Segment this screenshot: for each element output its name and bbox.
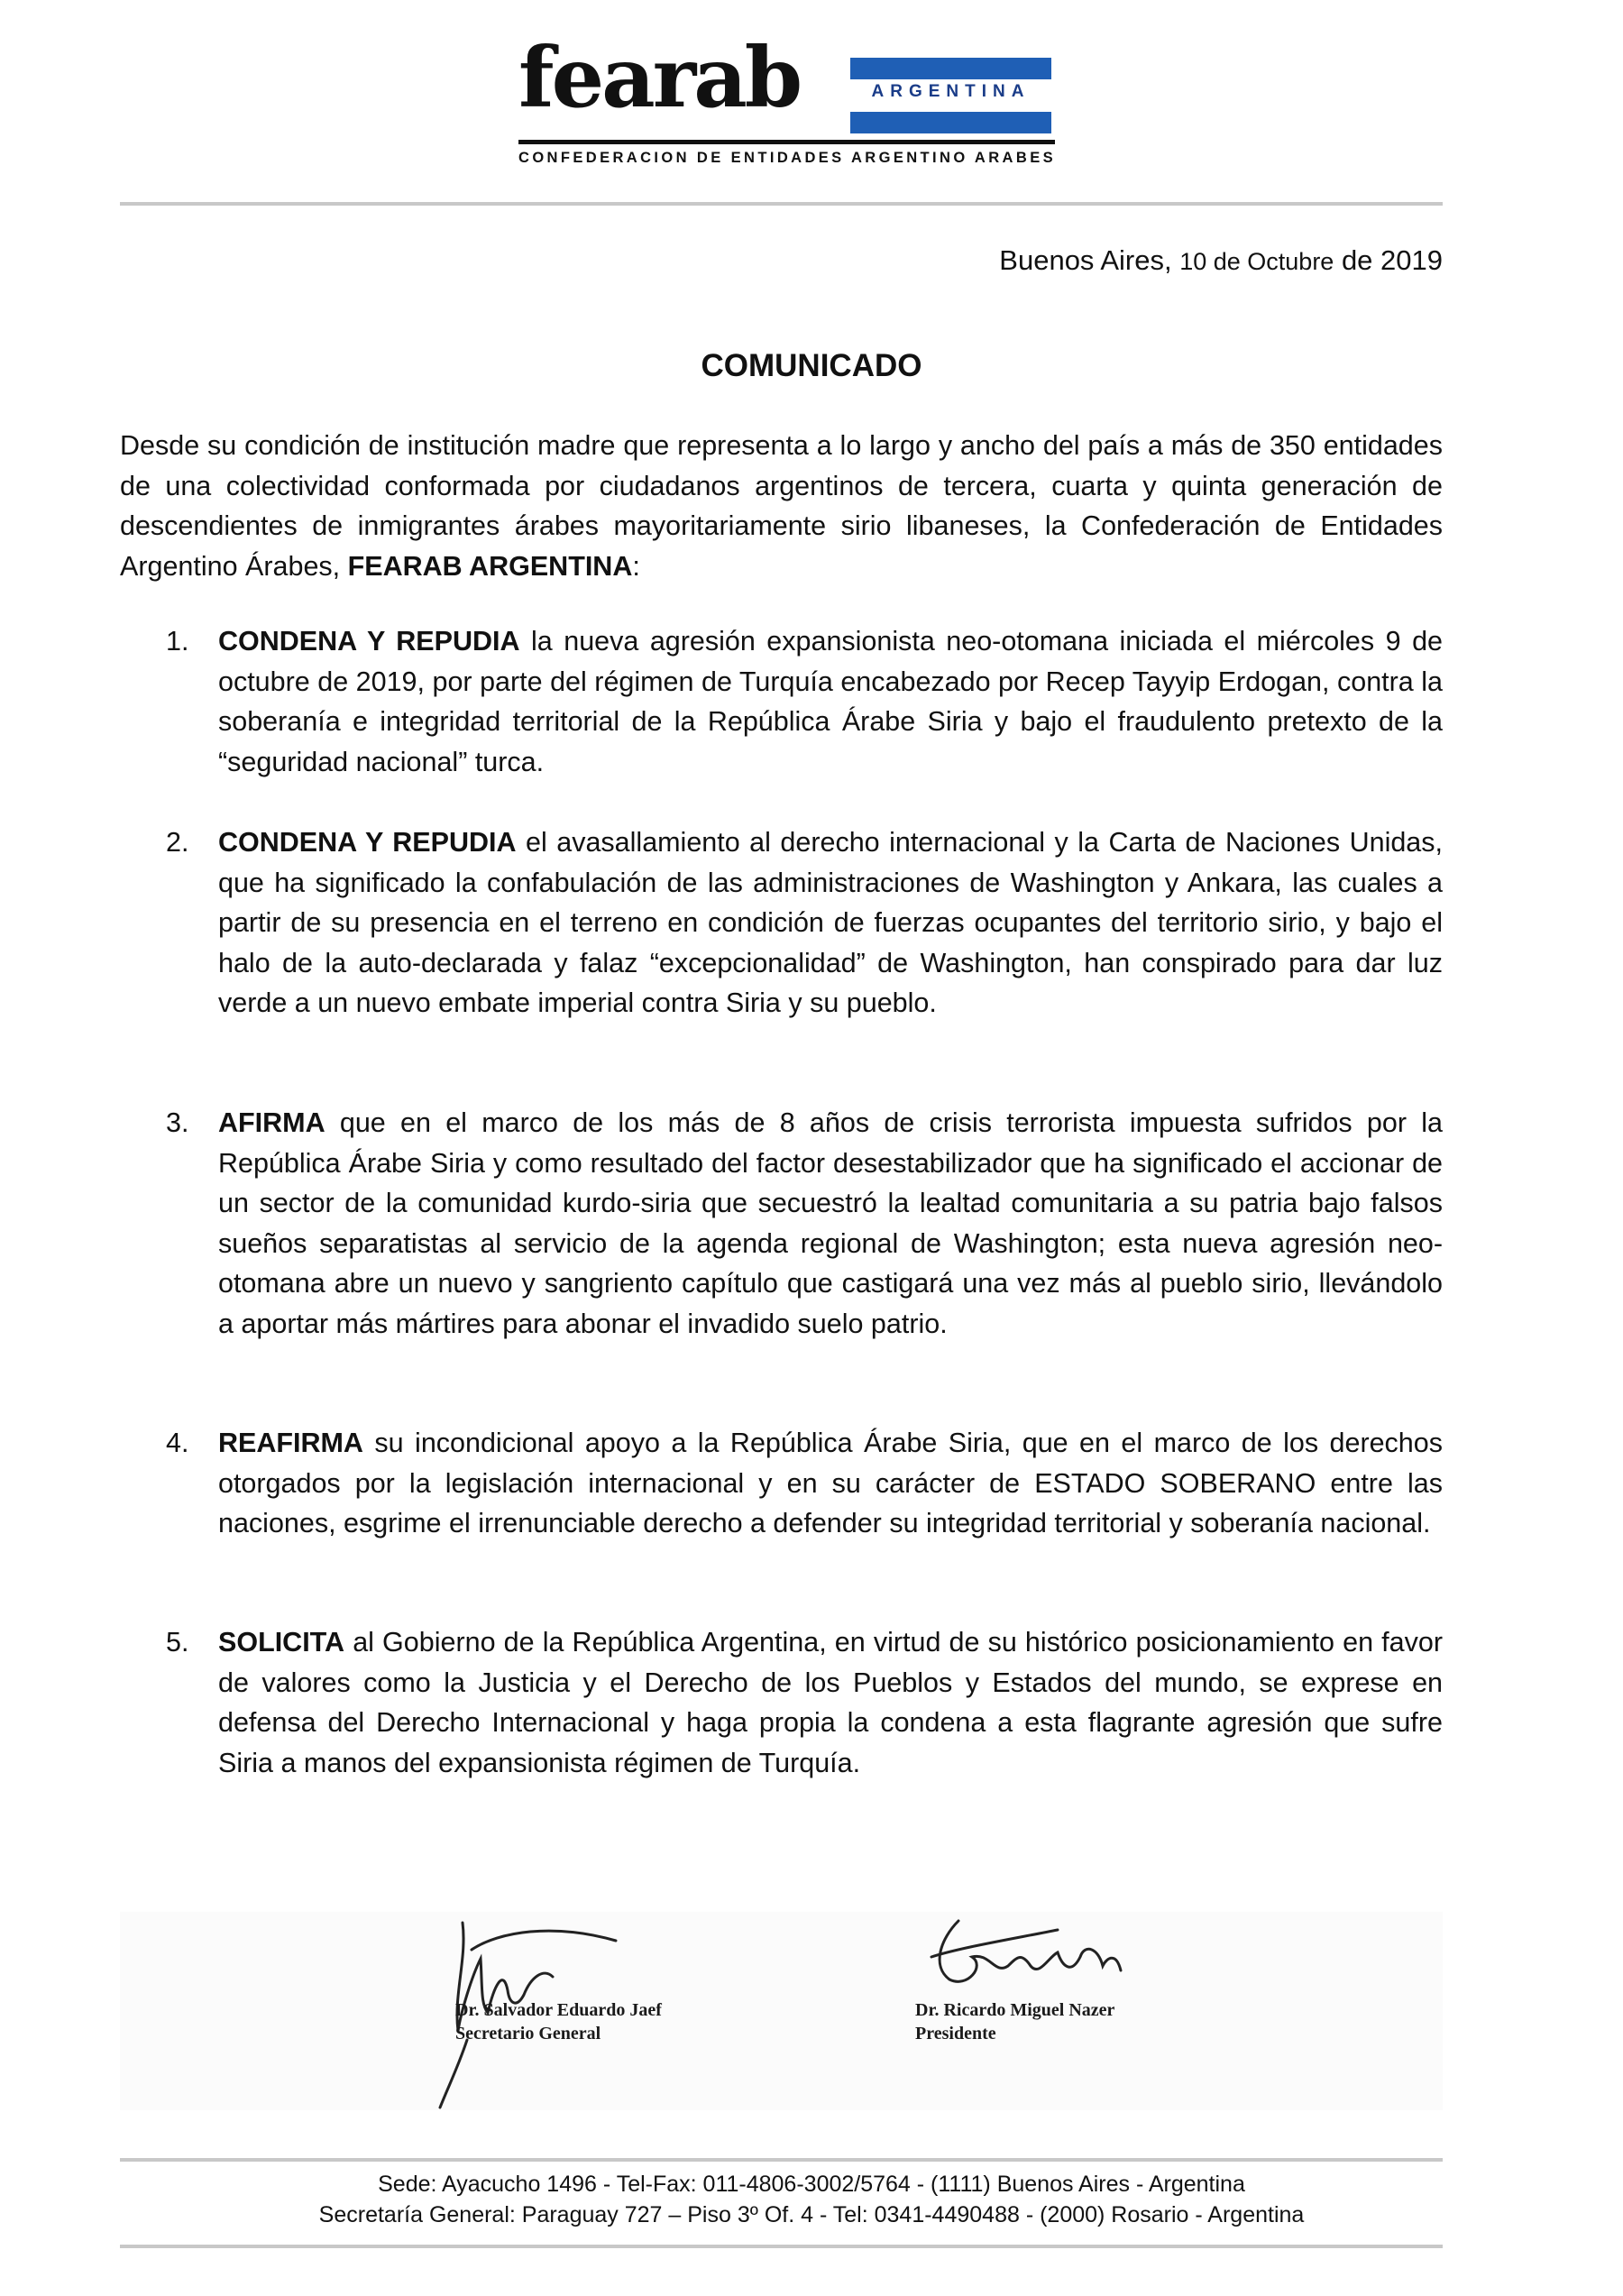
flag-top-band — [850, 58, 1051, 79]
signatory-1 — [455, 1998, 662, 2045]
list-item-keyword: AFIRMA — [218, 1107, 326, 1138]
intro-end: : — [632, 550, 640, 582]
date-suffix: de 2019 — [1334, 244, 1443, 276]
date-month: Octubre — [1247, 248, 1334, 275]
date-prefix: Buenos Aires, — [999, 244, 1180, 276]
signature-block — [120, 1912, 1443, 2110]
organization-name: CONFEDERACION DE ENTIDADES ARGENTINO ARABES — [518, 150, 1057, 166]
list-item — [166, 1423, 1443, 1544]
date-day: 10 de — [1179, 248, 1248, 275]
list-item-number: 4. — [166, 1428, 189, 1458]
logo-wordmark: fearab — [518, 29, 801, 126]
signatory-2 — [915, 1998, 1114, 2045]
list-item-text: al Gobierno de la República Argentina, en virtud de su histórico posicionamiento en favor de valores como la Justicia y el Derecho de los Pueblos y Estados del mundo, se exprese en defensa del Derecho Internacional y haga propia la condena a esta flagrante agresión que sufre Siria a manos del expansionista régimen de Turquía. — [218, 1627, 1443, 1778]
list-item — [166, 1103, 1443, 1344]
signatory-2-role: Presidente — [915, 2024, 996, 2043]
list-item-keyword: SOLICITA — [218, 1627, 345, 1658]
footer-divider-bottom — [120, 2245, 1443, 2248]
list-item — [166, 621, 1443, 782]
intro-text: Desde su condición de institución madre que representa a lo largo y ancho del país a más de 350 entidades de una colectividad conformada por ciudadanos argentinos de tercera, cuarta y quinta generación de descendientes de inmigrantes árabes mayoritariamente sirio libaneses, la Confederación de Entidades Argentino Árabes, — [120, 430, 1443, 582]
argentina-flag-logo — [850, 58, 1051, 133]
list-item — [166, 1622, 1443, 1783]
letterhead-rule — [518, 140, 1055, 144]
logo-country: ARGENTINA — [871, 82, 1031, 101]
list-item-number: 2. — [166, 827, 189, 858]
letterhead — [518, 29, 1057, 170]
document-title: COMUNICADO — [701, 348, 922, 383]
signatory-2-name: Dr. Ricardo Miguel Nazer — [915, 2000, 1115, 2020]
signatory-1-role: Secretario General — [455, 2024, 601, 2043]
list-item-keyword: CONDENA Y REPUDIA — [218, 626, 520, 657]
header-divider — [120, 202, 1443, 206]
footer-address-1: Sede: Ayacucho 1496 - Tel-Fax: 011-4806-3002/5764 - (1111) Buenos Aires - Argentina — [378, 2172, 1245, 2197]
list-item-number: 3. — [166, 1107, 189, 1138]
intro-paragraph — [120, 426, 1443, 586]
signature-scribble-2 — [904, 1903, 1166, 2011]
document-date — [999, 244, 1443, 277]
footer-divider-top — [120, 2158, 1443, 2162]
footer-address-2: Secretaría General: Paraguay 727 – Piso 3º Of. 4 - Tel: 0341-4490488 - (2000) Rosario - Argentina — [318, 2202, 1305, 2227]
list-item-number: 5. — [166, 1627, 189, 1658]
list-item-keyword: CONDENA Y REPUDIA — [218, 827, 517, 858]
intro-bold: FEARAB ARGENTINA — [347, 550, 633, 582]
list-item-text: su incondicional apoyo a la República Árabe Siria, que en el marco de los derechos otorgados por la legislación internacional y en su carácter de ESTADO SOBERANO entre las naciones, esgrime el irrenunciable derecho a defender su integridad territorial y soberanía nacional. — [218, 1428, 1443, 1538]
signatory-1-name: Dr. Salvador Eduardo Jaef — [455, 2000, 662, 2020]
list-item — [166, 822, 1443, 1024]
list-item-number: 1. — [166, 626, 189, 657]
list-item-text: que en el marco de los más de 8 años de crisis terrorista impuesta sufridos por la República Árabe Siria y como resultado del factor desestabilizador que ha significado el accionar de un sector de la comunidad kurdo-siria que secuestró la lealtad comunitaria a su patria bajo falsos sueños separatistas al servicio de la agenda regional de Washington; esta nueva agresión neo-otomana abre un nuevo y sangriento capítulo que castigará una vez más al pueblo sirio, llevándolo a aportar más mártires para abonar el invadido suelo patrio. — [218, 1107, 1443, 1339]
list-item-text: el avasallamiento al derecho internacional y la Carta de Naciones Unidas, que ha significado la confabulación de las administraciones de Washington y Ankara, las cuales a partir de su presencia en el terreno en condición de fuerzas ocupantes del territorio sirio, y bajo el halo de la auto-declarada y falaz “excepcionalidad” de Washington, han conspirado para dar luz verde a un nuevo embate imperial contra Siria y su pueblo. — [218, 827, 1443, 1018]
flag-bottom-band — [850, 112, 1051, 133]
list-item-text: la nueva agresión expansionista neo-otomana iniciada el miércoles 9 de octubre de 2019, por parte del régimen de Turquía encabezado por Recep Tayyip Erdogan, contra la soberanía e integridad territorial de la República Árabe Siria y bajo el fraudulento pretexto de la “seguridad nacional” turca. — [218, 626, 1443, 777]
list-item-keyword: REAFIRMA — [218, 1428, 363, 1458]
